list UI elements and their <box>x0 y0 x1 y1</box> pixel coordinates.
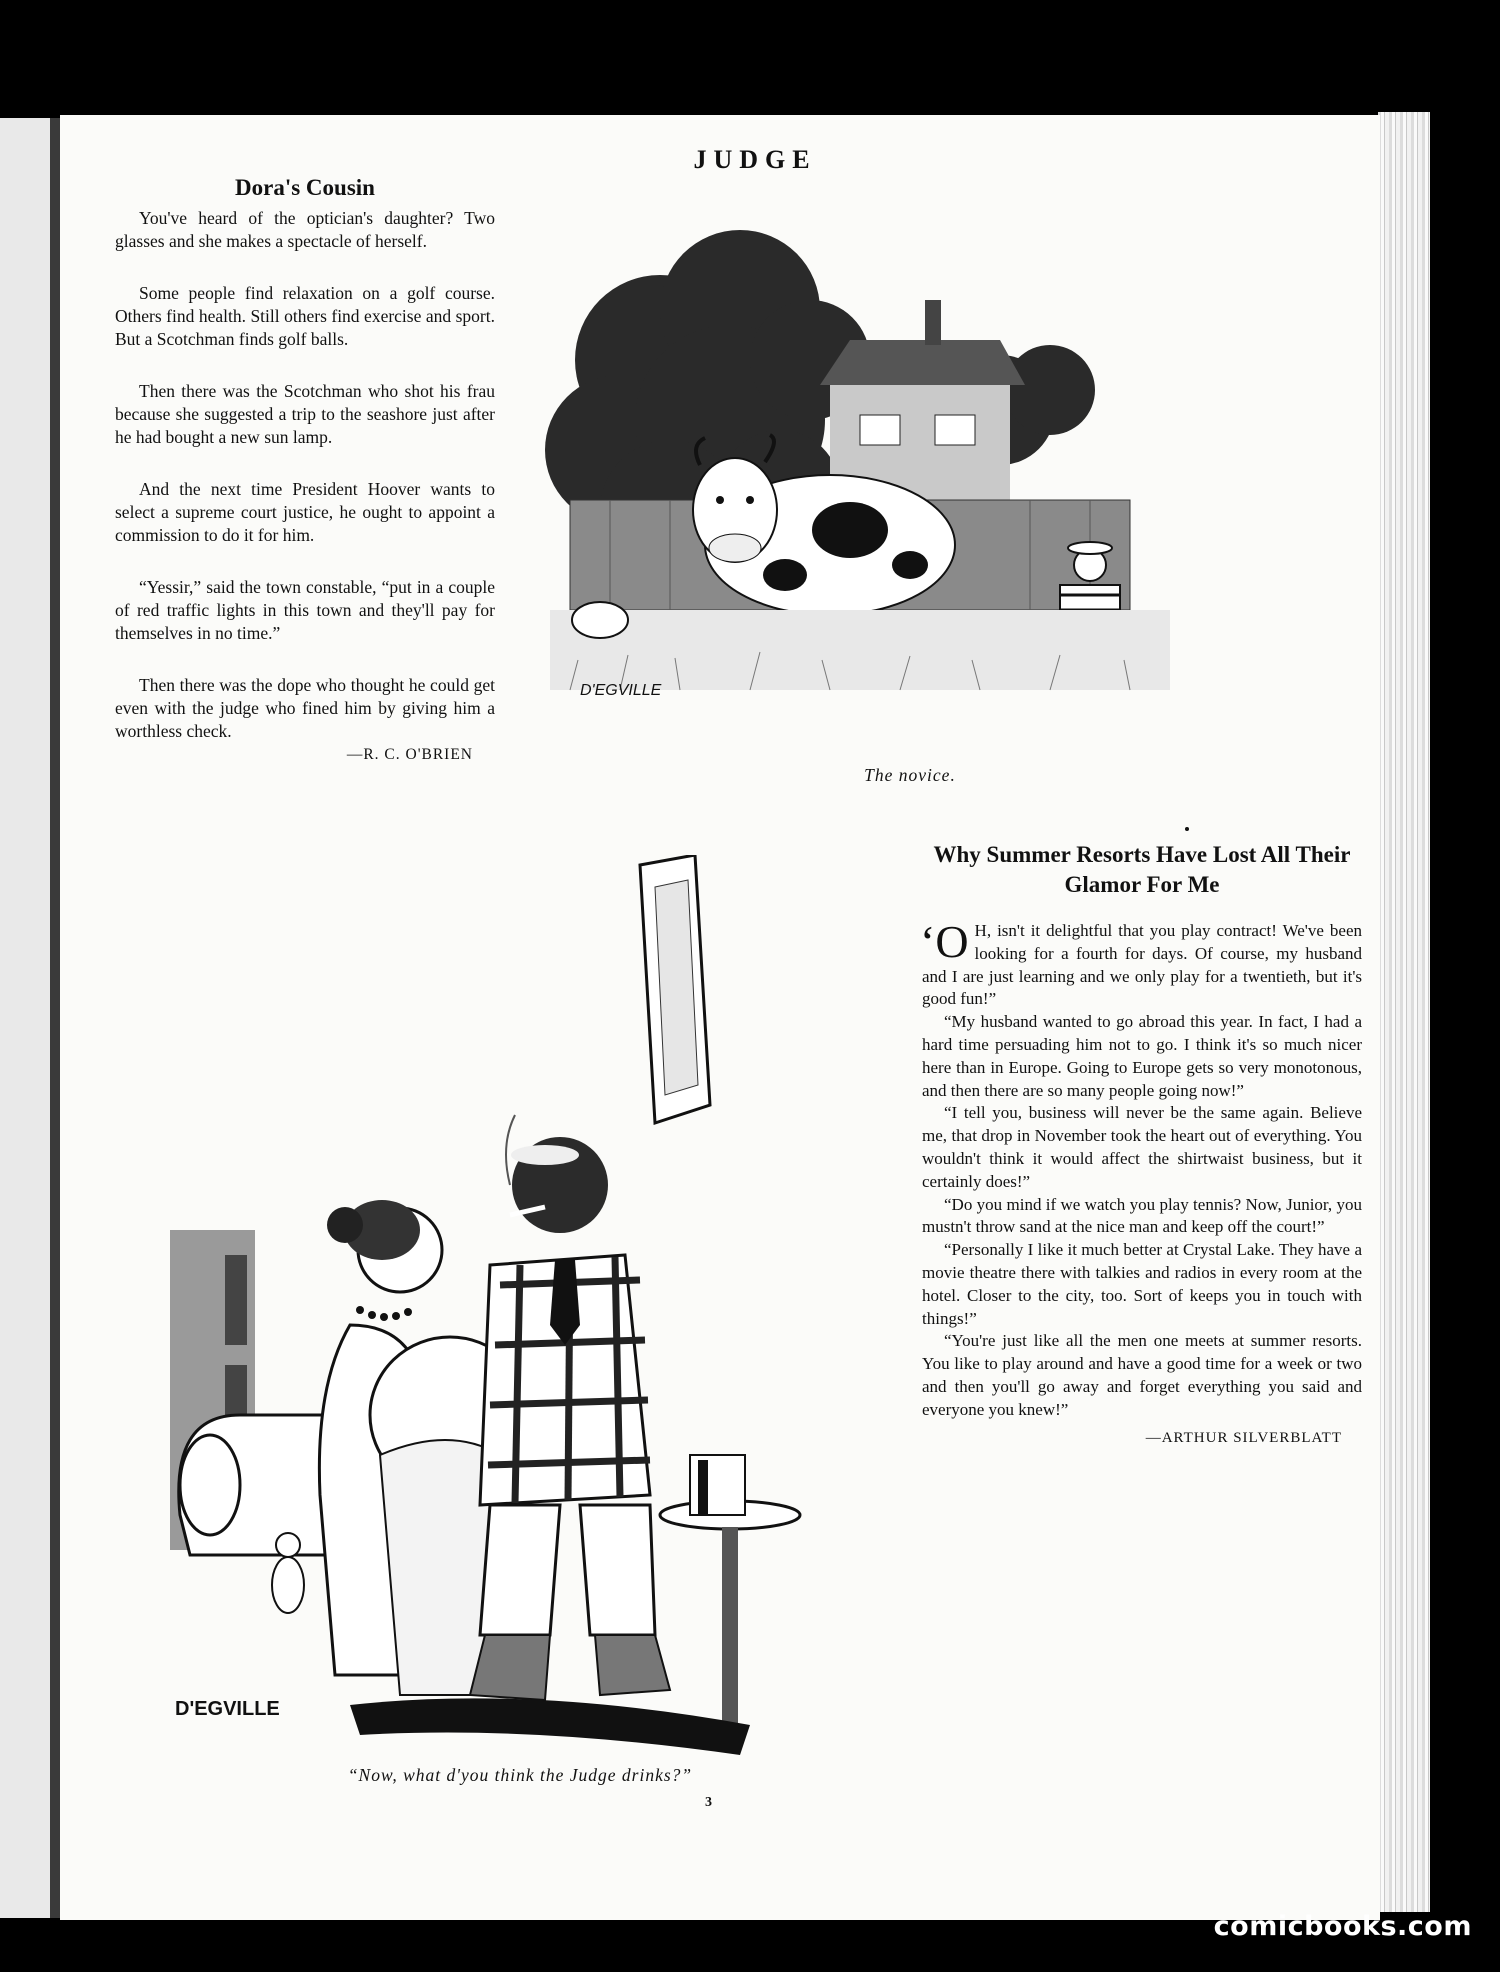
joke-paragraph: “Yessir,” said the town constable, “put in a couple of red traffic lights in this town and they'll pay for themselves in no time.” <box>115 577 495 643</box>
article-paragraph <box>920 916 1362 1011</box>
facing-page-edge <box>0 118 60 1918</box>
drop-cap: ‘O <box>920 916 969 967</box>
joke-paragraph: Some people find relaxation on a golf course. Others find health. Still others find exercise and sport. But a Scotchman finds golf balls. <box>115 283 495 349</box>
article-paragraph: “You're just like all the men one meets at summer resorts. You like to play around and have a good time for a week or two and then you'll go away and forget everything you said and everyone you knew!” <box>922 1331 1362 1419</box>
page-stack-edges <box>1378 112 1430 1912</box>
cow-cartoon <box>530 190 1170 710</box>
cartoon-caption: The novice. <box>864 765 956 785</box>
page-number: 3 <box>705 1795 712 1810</box>
article-heading: Why Summer Resorts Have Lost All Their Glamor For Me <box>933 842 1351 897</box>
first-paragraph-text: H, isn't it delightful that you play contract! We've been looking for a fourth for days. Of course, my husband and I are just learning and we only play for a twentieth, but it's good fun!” <box>922 921 1362 1009</box>
joke-paragraph: Then there was the dope who thought he could get even with the judge who fined him by giving him a worthless check. <box>115 675 495 741</box>
masthead: JUDGE <box>693 145 817 174</box>
right-column <box>922 840 1362 1447</box>
article-paragraph: “Personally I like it much better at Crystal Lake. They have a movie theatre there with talkies and radios in every room at the hotel. Closer to the city, too. Sort of keeps you in touch with things!” <box>922 1240 1362 1328</box>
cartoon-caption: “Now, what d'you think the Judge drinks?” <box>347 1765 693 1785</box>
magazine-page <box>60 115 1380 1920</box>
ink-dot <box>1185 827 1189 831</box>
artist-signature: D'EGVILLE <box>580 682 662 699</box>
joke-paragraph: Then there was the Scotchman who shot his frau because she suggested a trip to the seashore just after he had bought a new sun lamp. <box>115 381 495 447</box>
joke-paragraph: And the next time President Hoover wants to select a supreme court justice, he ought to appoint a commission to do it for him. <box>115 479 495 545</box>
judge-drinks-cartoon <box>150 855 870 1795</box>
article-paragraph: “I tell you, business will never be the same again. Believe me, that drop in November took the heart out of everything. You wouldn't think it would affect the shirtwaist business, but it certainly does!” <box>922 1103 1362 1191</box>
author-byline: —ARTHUR SILVERBLATT <box>1145 1429 1342 1446</box>
site-watermark: comicbooks.com <box>1213 1911 1472 1942</box>
left-column <box>115 175 495 764</box>
author-byline: —R. C. O'BRIEN <box>346 746 473 763</box>
artist-signature: D'EGVILLE <box>175 1698 280 1720</box>
article-paragraph: “Do you mind if we watch you play tennis? Now, Junior, you mustn't throw sand at the nice man and keep off the court!” <box>922 1194 1362 1237</box>
article-paragraph: “My husband wanted to go abroad this year. In fact, I had a hard time persuading him not to go. I think it's so much nicer here than in Europe. Going to Europe gets so very monotonous, and then there are so many people going now!” <box>922 1012 1362 1100</box>
article-heading: Dora's Cousin <box>235 175 375 200</box>
joke-paragraph: You've heard of the optician's daughter? Two glasses and she makes a spectacle of herself. <box>115 208 495 251</box>
